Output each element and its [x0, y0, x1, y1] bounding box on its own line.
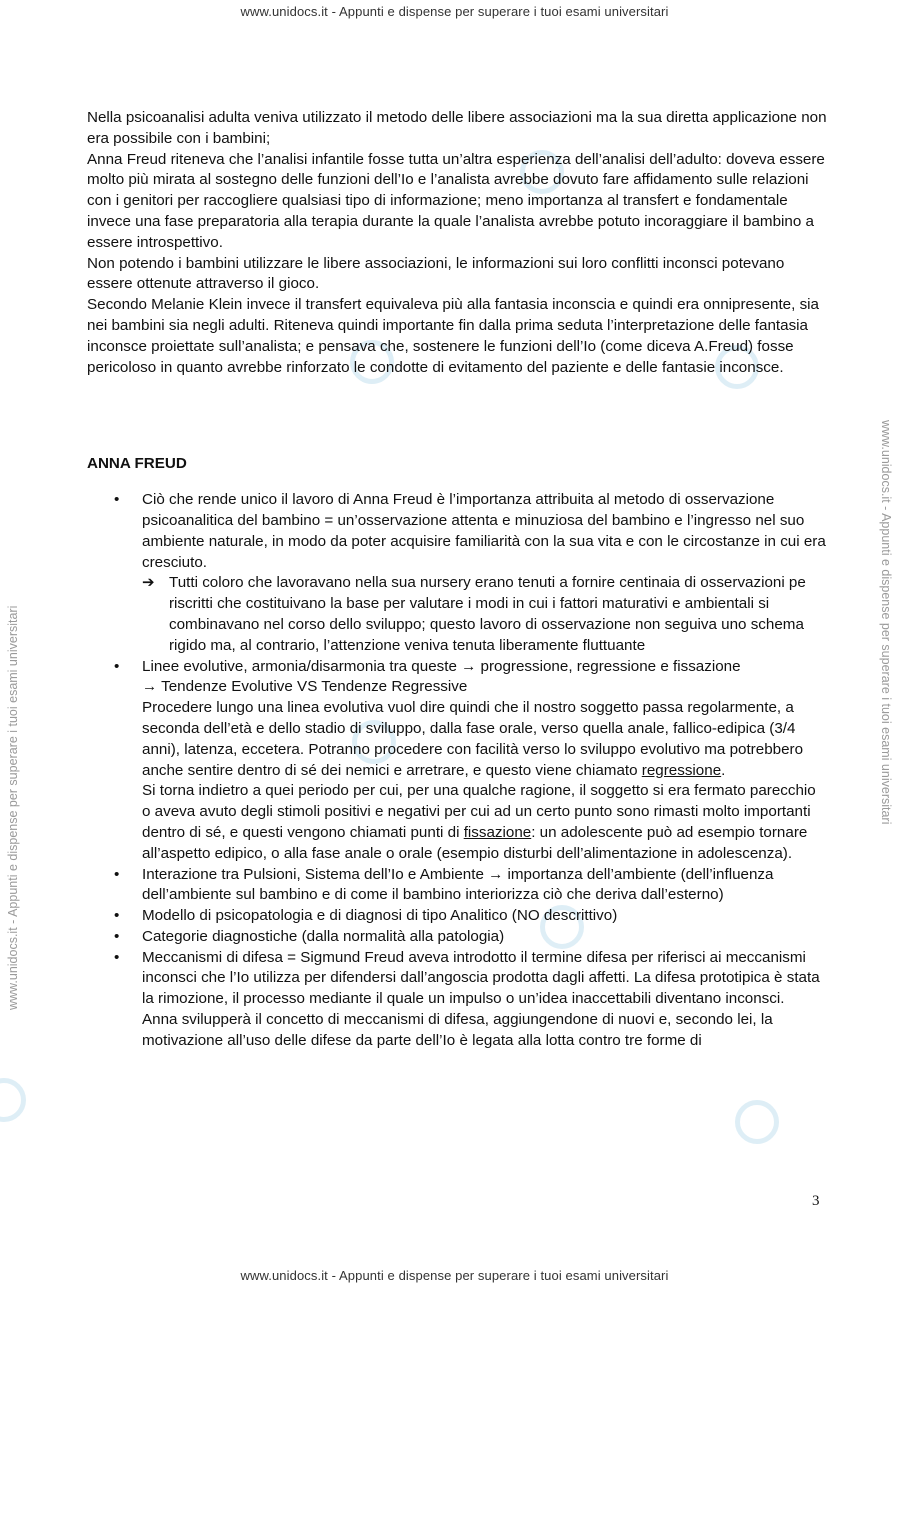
bullet-item — [87, 490, 827, 656]
bullet-item — [87, 948, 827, 1052]
sub-arrow-item — [142, 573, 827, 656]
arrow-icon: ➔ — [142, 574, 155, 592]
bullet-item — [87, 865, 827, 907]
header-watermark-text: www.unidocs.it - Appunti e dispense per superare i tuoi esami universitari — [240, 4, 669, 19]
intro-paragraph: Nella psicoanalisi adulta veniva utilizzato il metodo delle libere associazioni ma la sua diretta applicazione non era possibile con i bambini; — [87, 109, 827, 147]
page-number: 3 — [812, 1193, 820, 1209]
bullet-text: Anna svilupperà il concetto di meccanismi di difesa, aggiungendone di nuovi e, secondo lei, la motivazione all’uso delle difese da parte dell’Io è legata alla lotta contro tre forme di — [142, 1011, 773, 1049]
bullet-paragraph — [142, 781, 827, 864]
intro-paragraph: Anna Freud riteneva che l’analisi infantile fosse tutta un’altra esperienza dell’analisi dell’adulto: doveva essere molto più mirata al sostegno delle funzioni dell’Io e l’analista avrebbe dovuto fare affidamento sulle relazioni con i genitori per raccogliere qualsiasi tipo di informazione; meno importanza al transfert e fondamentale invece una fase preparatoria alla terapia durante la quale l’analista avrebbe potuto incoraggiare il bambino a essere introspettivo. — [87, 150, 825, 251]
bullet-text: • Interazione tra Pulsioni, Sistema dell’Io e Ambiente → importanza dell’ambiente (dell’influenza dell’ambiente sul bambino e di come il bambino interiorizza ciò che deriva dall’esterno) — [142, 865, 774, 904]
side-watermark-right: www.unidocs.it - Appunti e dispense per superare i tuoi esami universitari — [879, 420, 893, 825]
bullet-item — [87, 657, 827, 865]
bullet-text: • Categorie diagnostiche (dalla normalità alla patologia) — [142, 927, 505, 945]
bullet-text: • Linee evolutive, armonia/disarmonia tra queste → progressione, regressione e fissazione — [142, 657, 741, 675]
section-gap — [87, 378, 827, 454]
bullet-paragraph — [142, 698, 827, 781]
watermark-logo-icon — [735, 1100, 779, 1144]
text-run: . — [721, 761, 726, 779]
section-heading: ANNA FREUD — [87, 455, 187, 473]
bullet-item — [87, 927, 827, 948]
sub-item-text: Tutti coloro che lavoravano nella sua nursery erano tenuti a fornire centinaia di osservazioni pe riscritti che costituivano la base per valutare i modi in cui i fattori maturativi e ambientali si combinavano nel corso dello sviluppo; questo lavoro di osservazione non seguiva uno schema rigido ma, al contrario, l’attenzione veniva tenuta liberamente fluttuante — [169, 574, 806, 654]
watermark-logo-icon — [0, 1078, 26, 1122]
bullet-item — [87, 906, 827, 927]
bullet-text: • Modello di psicopatologia e di diagnosi di tipo Analitico (NO descrittivo) — [142, 907, 618, 925]
footer-watermark-text: www.unidocs.it - Appunti e dispense per superare i tuoi esami universitari — [240, 1268, 669, 1283]
text-run: Si torna indietro a quei periodo per cui, per una qualche ragione, il soggetto si era fermato parecchio o aveva avuto degli stimoli positivi e negativi per cui ad un certo punto sono rimasti molto importanti dentro di sé, e questi vengono chiamati punti di — [142, 782, 816, 841]
underlined-term: regressione — [641, 761, 722, 779]
document-body — [87, 108, 827, 1052]
bullet-list — [87, 490, 827, 1052]
bullet-text: • Ciò che rende unico il lavoro di Anna Freud è l’importanza attribuita al metodo di osservazione psicoanalitica del bambino = un’osservazione attenta e minuziosa del bambino e l’ingresso nel suo ambiente naturale, in modo da poter acquisire familiarità con la sua vita e con le circostanze in cui era cresciuto. — [142, 491, 826, 571]
text-run: Procedere lungo una linea evolutiva vuol dire quindi che il nostro soggetto passa regolarmente, a seconda dell’età e dello stadio di sviluppo, dalla fase orale, verso quella anale, fallico-edipica (3/4 anni), latenza, eccetera. Potranno procedere con facilità verso lo sviluppo evolutivo ma potrebbero anche sentire dentro di sé dei nemici e arretrare, e questo viene chiamato — [142, 699, 804, 779]
intro-paragraph: Non potendo i bambini utilizzare le libere associazioni, le informazioni sui loro conflitti inconsci potevano essere ottenute attraverso il gioco. — [87, 254, 785, 293]
bullet-text: • Meccanismi di difesa = Sigmund Freud aveva introdotto il termine difesa per riferisci ai meccanismi inconsci che l’Io utilizza per difendersi dall’angoscia prodotta dagli affetti. La difesa prototipica è stata la rimozione, il processo mediante il quale un impulso o un’idea inaccettabili diventano inconsci. — [142, 948, 820, 1008]
bullet-text: → Tendenze Evolutive VS Tendenze Regressive — [142, 678, 468, 696]
intro-paragraph: Secondo Melanie Klein invece il transfert equivaleva più alla fantasia inconscia e quindi era onnipresente, sia nei bambini sia negli adulti. Riteneva quindi importante fin dalla prima seduta l’interpretazione delle fantasia inconsce proiettate sull’analista; e pensava che, sostenere le funzioni dell’Io (come diceva A.Freud) fosse pericoloso in quanto avrebbe rinforzato le condotte di evitamento del paziente e delle fantasie inconsce. — [87, 296, 819, 376]
side-watermark-left: www.unidocs.it - Appunti e dispense per superare i tuoi esami universitari — [6, 605, 20, 1010]
underlined-term: fissazione — [463, 823, 532, 841]
text-run: : un adolescente può ad esempio tornare all’aspetto edipico, o alla fase anale o orale (esempio disturbi dell’alimentazione in adolescenza). — [142, 823, 808, 862]
